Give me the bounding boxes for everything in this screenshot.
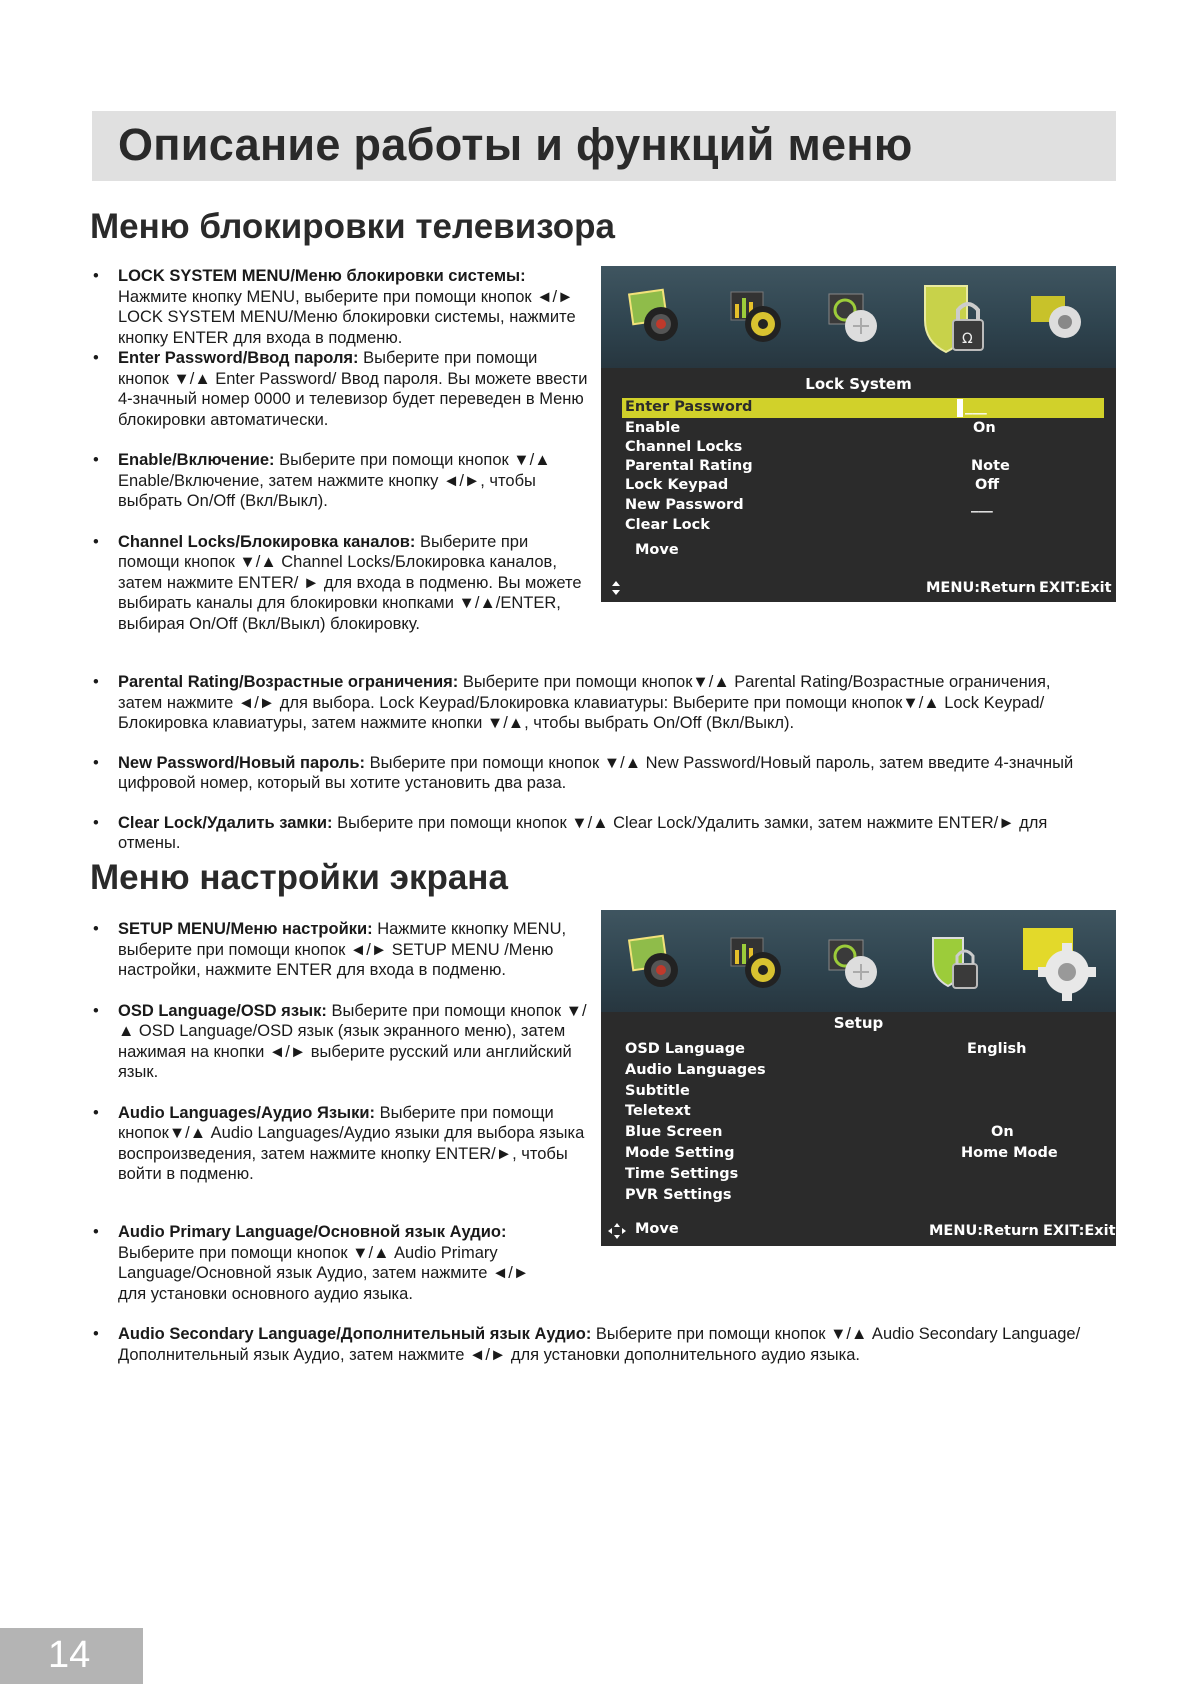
osd-row-pvr-settings[interactable]: PVR Settings bbox=[625, 1187, 732, 1203]
list-item: • OSD Language/OSD язык: Выберите при помощи кнопок ▼/▲ OSD Language/OSD язык (язык экранного меню), затем нажимая на кнопки ◄/► выберите русский или английский язык. bbox=[90, 1001, 590, 1083]
channel-menu-icon bbox=[823, 286, 885, 348]
list-item: • Audio Primary Language/Основной язык Аудио: Выберите при помощи кнопок ▼/▲ Audio Primary Language/Основной язык Аудио, затем нажмите ◄/► для установки основного аудио языка. bbox=[90, 1222, 1090, 1304]
list-item: • Enter Password/Ввод пароля: Выберите при помощи кнопок ▼/▲ Enter Password/ Ввод пароля. Вы можете ввести 4-значный номер 0000 и телевизор будет переведен в Меню блокировки автоматически. bbox=[90, 348, 590, 430]
osd-row-audio-languages[interactable]: Audio Languages bbox=[625, 1062, 766, 1078]
page-number-tab bbox=[0, 1628, 143, 1684]
list-item: • LOCK SYSTEM MENU/Меню блокировки системы: Нажмите кнопку MENU, выберите при помощи кнопок ◄/► LOCK SYSTEM MENU/Меню блокировки системы, нажмите кнопку ENTER для входа в подменю. bbox=[90, 266, 590, 348]
osd-row-osd-language[interactable]: OSD Language English bbox=[625, 1041, 1027, 1057]
list-item: • Clear Lock/Удалить замки: Выберите при помощи кнопок ▼/▲ Clear Lock/Удалить замки, затем нажмите ENTER/► для отмены. bbox=[90, 813, 1090, 854]
section-title-lock: Меню блокировки телевизора bbox=[90, 207, 615, 246]
list-item: • Enable/Включение: Выберите при помощи кнопок ▼/▲ Enable/Включение, затем нажмите кнопку ◄/►, чтобы выбрать On/Off (Вкл/Выкл). bbox=[90, 450, 590, 512]
password-placeholder: ___ bbox=[965, 399, 987, 415]
page-number: 14 bbox=[48, 1634, 91, 1676]
channel-menu-icon bbox=[823, 932, 885, 994]
list-item: • Channel Locks/Блокировка каналов: Выберите при помощи кнопок ▼/▲ Channel Locks/Блокировка каналов, затем нажмите ENTER/ ► для входа в подменю. Вы можете выбирать каналы для блокировки кнопками ▼/▲/ENTER, выбирая On/Off (Вкл/Выкл) блокировку. bbox=[90, 532, 590, 635]
sound-menu-icon bbox=[725, 286, 787, 348]
osd-row-enter-password[interactable]: Enter Password ___ bbox=[622, 398, 1104, 418]
list-item: • Audio Secondary Language/Дополнительный язык Аудио: Выберите при помощи кнопок ▼/▲ Audio Secondary Language/Дополнительный язык Аудио, затем нажмите ◄/► для установки дополнительного аудио языка. bbox=[90, 1324, 1090, 1365]
header-banner bbox=[92, 111, 1116, 181]
osd-row-mode-setting[interactable]: Mode Setting Home Mode bbox=[625, 1145, 1058, 1161]
section-title-setup: Меню настройки экрана bbox=[90, 858, 508, 897]
list-item: • SETUP MENU/Меню настройки: Нажмите ккнопку MENU, выберите при помощи кнопок ◄/► SETUP MENU /Меню настройки, нажмите ENTER для входа в подменю. bbox=[90, 919, 590, 981]
lock-menu-icon-active bbox=[919, 280, 989, 356]
osd-row-time-settings[interactable]: Time Settings bbox=[625, 1166, 739, 1182]
osd-exit: EXIT:Exit bbox=[1039, 580, 1112, 596]
osd-row-teletext[interactable]: Teletext bbox=[625, 1103, 691, 1119]
osd-row-lock-keypad[interactable]: Lock Keypad Off bbox=[625, 477, 1000, 493]
list-item: • New Password/Новый пароль: Выберите при помощи кнопок ▼/▲ New Password/Новый пароль, затем введите 4-значный цифровой номер, который вы хотите установить два раза. bbox=[90, 753, 1090, 794]
sound-menu-icon bbox=[725, 932, 787, 994]
updown-arrows-icon bbox=[610, 580, 622, 596]
osd-title: Setup bbox=[833, 1014, 884, 1032]
lock-system-screenshot bbox=[601, 266, 1116, 602]
osd-title: Lock System bbox=[805, 375, 912, 393]
page-title: Описание работы и функций меню bbox=[118, 119, 913, 170]
osd-row-parental-rating[interactable]: Parental Rating Note bbox=[625, 458, 1010, 474]
osd-exit: EXIT:Exit bbox=[1043, 1223, 1116, 1239]
setup-list-top bbox=[90, 919, 590, 1185]
osd-move-hint: Move bbox=[635, 542, 679, 558]
osd-menu-return: MENU:Return bbox=[926, 580, 1036, 596]
menu-icon-bar bbox=[601, 266, 1116, 368]
osd-row-channel-locks[interactable]: Channel Locks bbox=[625, 439, 743, 455]
lock-list-bottom bbox=[90, 672, 1090, 854]
osd-row-clear-lock[interactable]: Clear Lock bbox=[625, 517, 710, 533]
move-arrows-icon bbox=[607, 1222, 627, 1240]
list-item: • Parental Rating/Возрастные ограничения: Выберите при помощи кнопок▼/▲ Parental Rating/Возрастные ограничения, затем нажмите ◄/► для выбора. Lock Keypad/Блокировка клавиатуры: Выберите при помощи кнопок▼/▲ Lock Keypad/ Блокировка клавиатуры, затем нажмите кнопки ▼/▲, чтобы выбрать On/Off (Вкл/Выкл). bbox=[90, 672, 1090, 734]
menu-icon-bar bbox=[601, 910, 1116, 1012]
osd-row-subtitle[interactable]: Subtitle bbox=[625, 1083, 690, 1099]
svg-text:Ω: Ω bbox=[962, 331, 973, 347]
lock-list-top bbox=[90, 266, 590, 634]
setup-menu-icon-active bbox=[1019, 924, 1099, 1004]
osd-move-hint: Move bbox=[635, 1221, 679, 1237]
setup-screenshot bbox=[601, 910, 1116, 1246]
lock-menu-icon bbox=[927, 932, 989, 994]
password-cursor bbox=[957, 399, 963, 417]
osd-row-enable[interactable]: Enable On bbox=[625, 420, 996, 436]
picture-menu-icon bbox=[625, 932, 687, 994]
osd-menu-return: MENU:Return bbox=[929, 1223, 1039, 1239]
osd-row-blue-screen[interactable]: Blue Screen On bbox=[625, 1124, 1014, 1140]
list-item: • Audio Languages/Аудио Языки: Выберите при помощи кнопок▼/▲ Audio Languages/Аудио языки для выбора языка воспроизведения, затем нажмите кнопку ENTER/►, чтобы войти в подменю. bbox=[90, 1103, 590, 1185]
osd-row-new-password[interactable]: New Password ___ bbox=[625, 497, 993, 513]
picture-menu-icon bbox=[625, 286, 687, 348]
setup-menu-icon bbox=[1027, 286, 1089, 348]
new-password-placeholder: ___ bbox=[971, 497, 993, 513]
